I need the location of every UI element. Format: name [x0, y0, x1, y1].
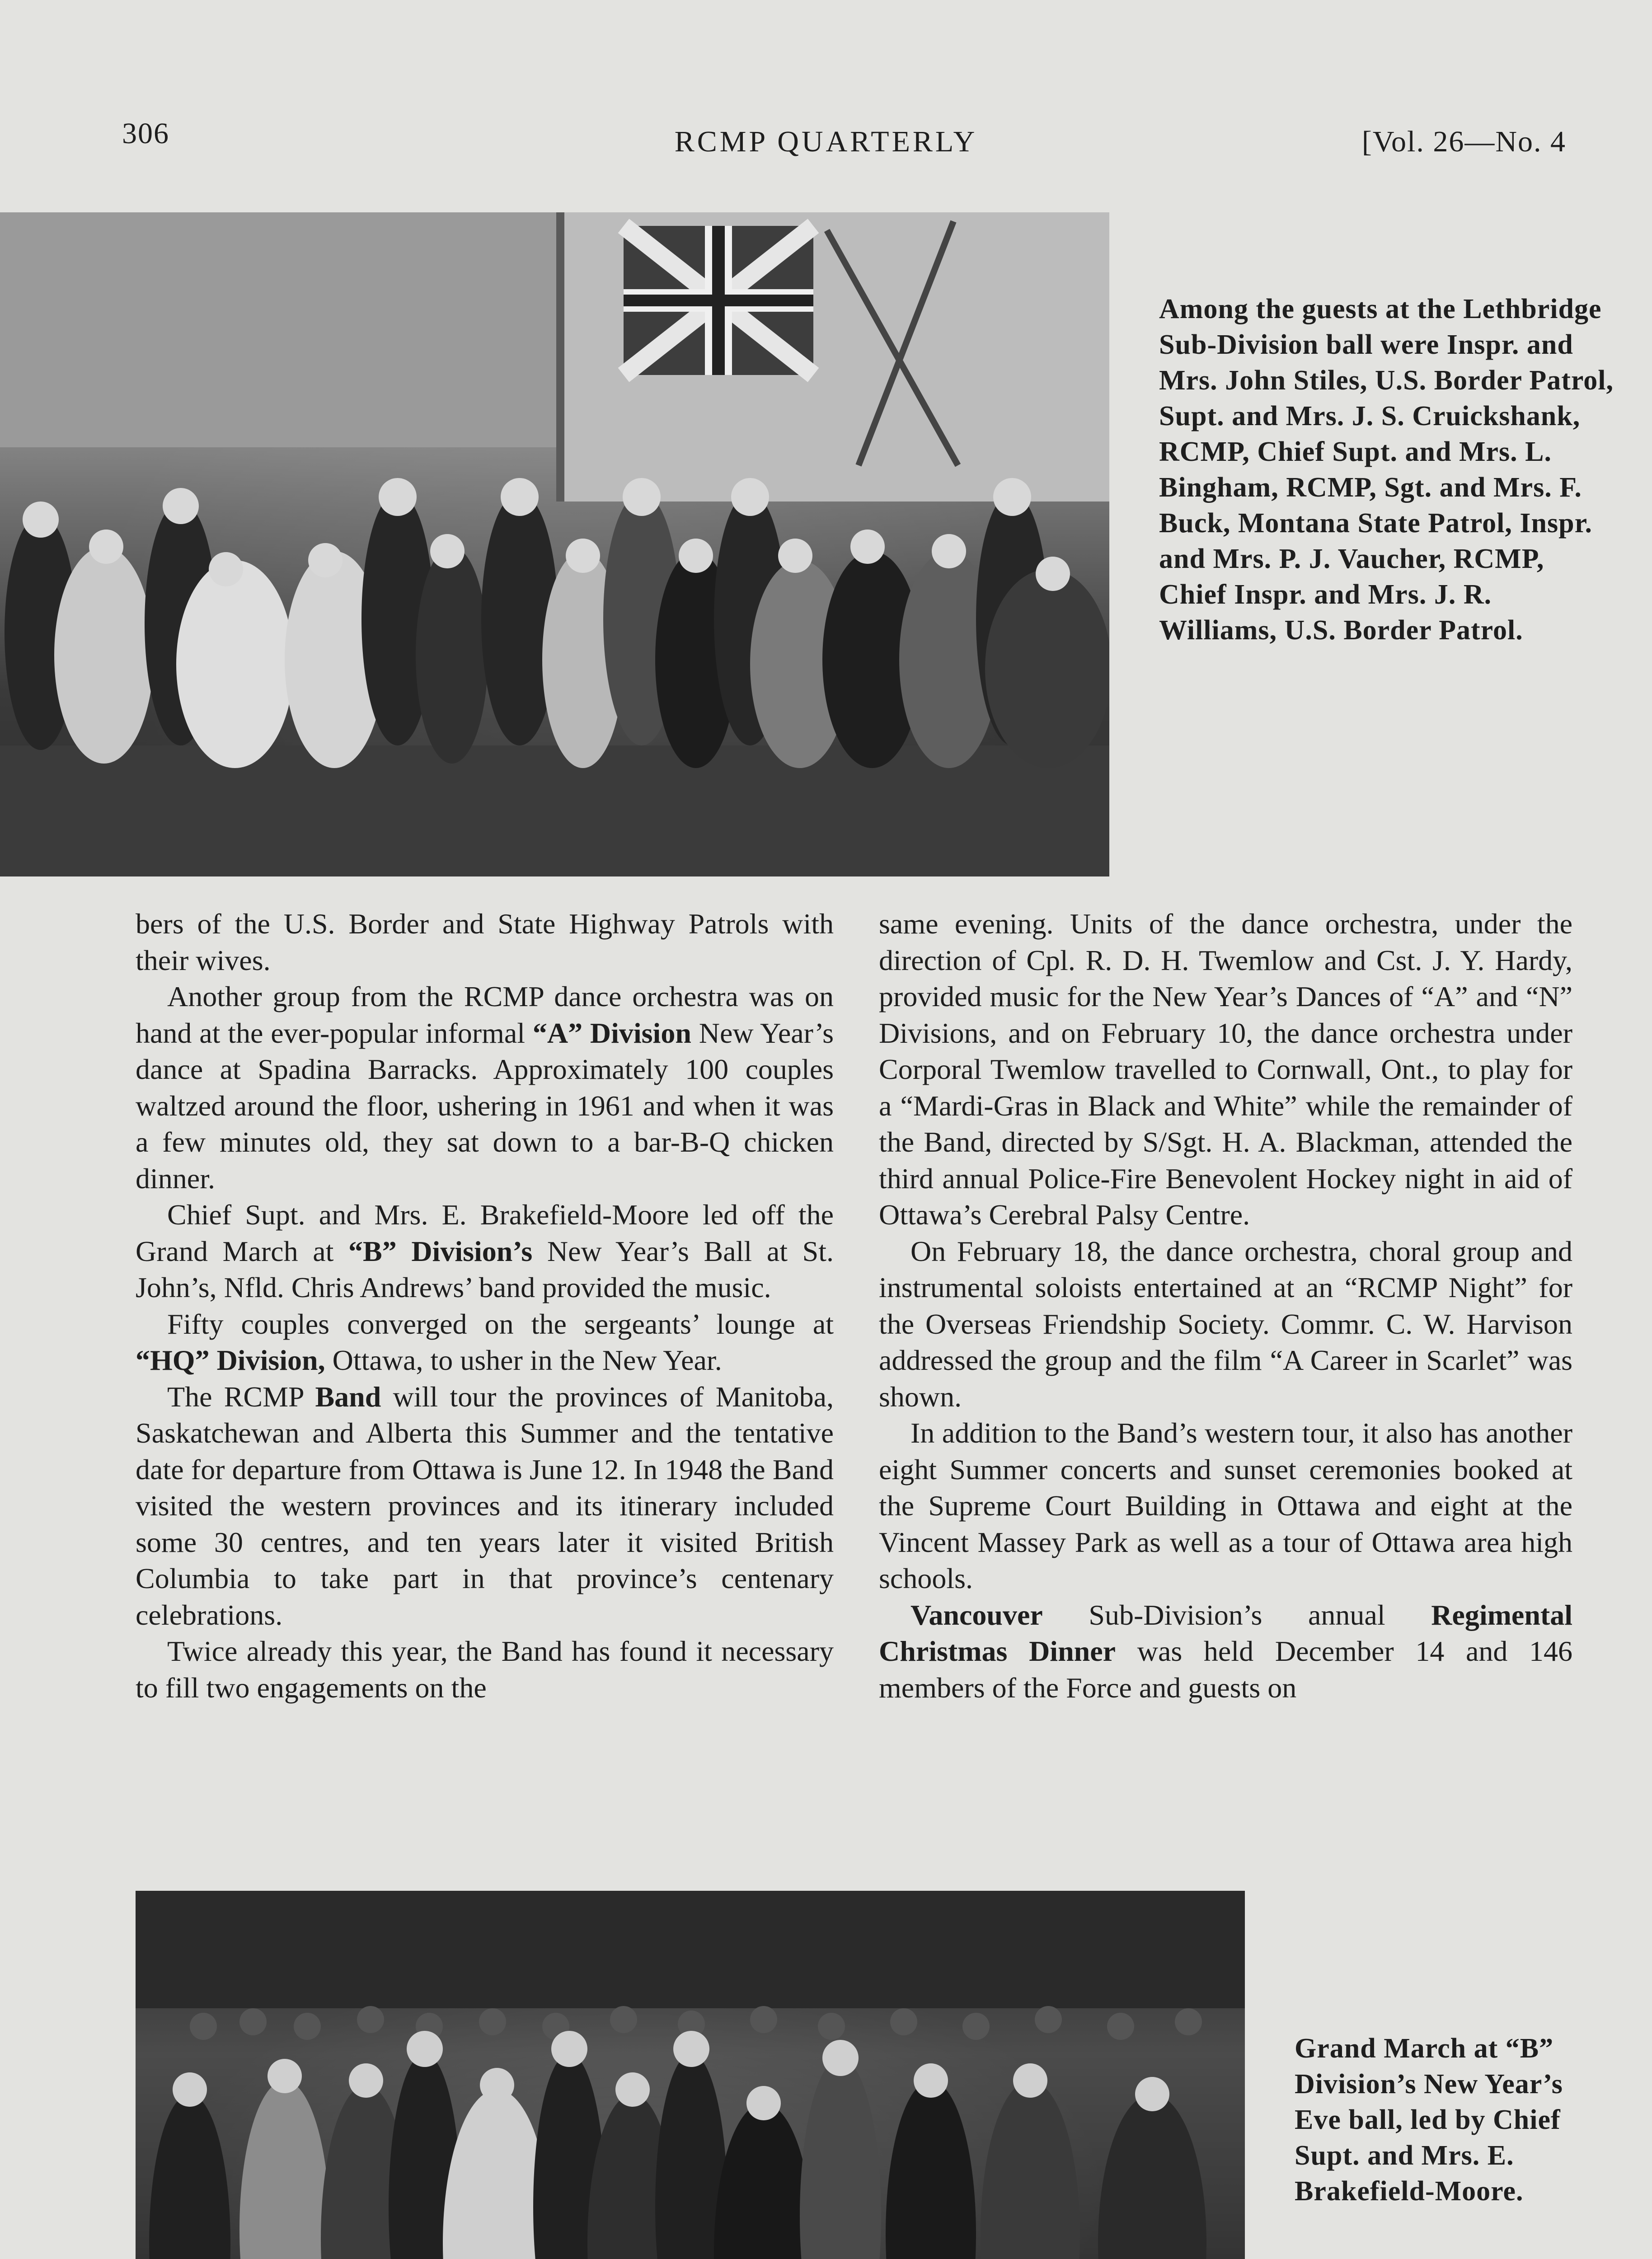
left-text-column [136, 906, 834, 1706]
paragraph: On February 18, the dance orchestra, choral group and instrumental soloists entertained at an “RCMP Night” for the Overseas Friendship Society. Commr. C. W. Harvison addressed the group and the film “A Career in Scarlet” was shown. [879, 1235, 1572, 1413]
page-number: 306 [122, 117, 169, 150]
bottom-photo-caption: Grand March at “B” Division’s New Year’s Eve ball, led by Chief Supt. and Mrs. E. Brakefield-Moore. [1295, 2033, 1563, 2207]
lethbridge-ball-photo [0, 212, 1109, 876]
paragraph: Twice already this year, the Band has found it necessary to fill two engagements on the [136, 1635, 834, 1704]
paragraph: Chief Supt. and Mrs. E. Brakefield-Moore led off the Grand March at “B” Division’s New Year’s Ball at St. John’s, Nfld. Chris Andrews’ band provided the music. [136, 1199, 834, 1303]
top-photo-caption: Among the guests at the Lethbridge Sub-Division ball were Inspr. and Mrs. John Stiles, U.S. Border Patrol, Supt. and Mrs. J. S. Cruickshank, RCMP, Chief Supt. and Mrs. L. Bingham, RCMP, Sgt. and Mrs. F. Buck, Montana State Patrol, Inspr. and Mrs. P. J. Vaucher, RCMP, Chief Inspr. and Mrs. J. R. Williams, U.S. Border Patrol. [1159, 294, 1614, 646]
publication-title: RCMP QUARTERLY [674, 125, 978, 158]
paragraph: Another group from the RCMP dance orchestra was on hand at the ever-popular informal “A” Division New Year’s dance at Spadina Barracks. Approximately 100 couples waltzed around the floor, ushering in 1961 and when it was a few minutes old, they sat down to a bar-B-Q chicken dinner. [136, 980, 834, 1195]
grand-march-photo [136, 1891, 1245, 2259]
right-text-column [879, 906, 1572, 1706]
paragraph: In addition to the Band’s western tour, it also has another eight Summer concerts and sunset ceremonies booked at the Supreme Court Building in Ottawa and eight at the Vincent Massey Park as well as a tour of Ottawa area high schools. [879, 1417, 1572, 1594]
paragraph: The RCMP Band will tour the provinces of Manitoba, Saskatchewan and Alberta this Summer and the tentative date for departure from Ottawa is June 12. In 1948 the Band visited the western provinces and its itinerary included some 30 centres, and ten years later it visited British Columbia to take part in that province’s centenary celebrations. [136, 1380, 834, 1631]
paragraph: bers of the U.S. Border and State Highway Patrols with their wives. [136, 908, 834, 976]
paragraph: Fifty couples converged on the sergeants’ lounge at “HQ” Division, Ottawa, to usher in the New Year. [136, 1308, 834, 1376]
paragraph: Vancouver Sub-Division’s annual Regimental Christmas Dinner was held December 14 and 146 members of the Force and guests on [879, 1598, 1573, 1704]
issue-label: [Vol. 26—No. 4 [1361, 125, 1566, 158]
running-header [0, 117, 1652, 157]
paragraph: same evening. Units of the dance orchestra, under the direction of Cpl. R. D. H. Twemlow and Cst. J. Y. Hardy, provided music for the New Year’s Dances of “A” and “N” Divisions, and on February 10, the dance orchestra under Corporal Twemlow travelled to Cornwall, Ont., to play for a “Mardi-Gras in Black and White” while the remainder of the Band, directed by S/Sgt. H. A. Blackman, attended the third annual Police-Fire Benevolent Hockey night in aid of Ottawa’s Cerebral Palsy Centre. [879, 908, 1572, 1231]
